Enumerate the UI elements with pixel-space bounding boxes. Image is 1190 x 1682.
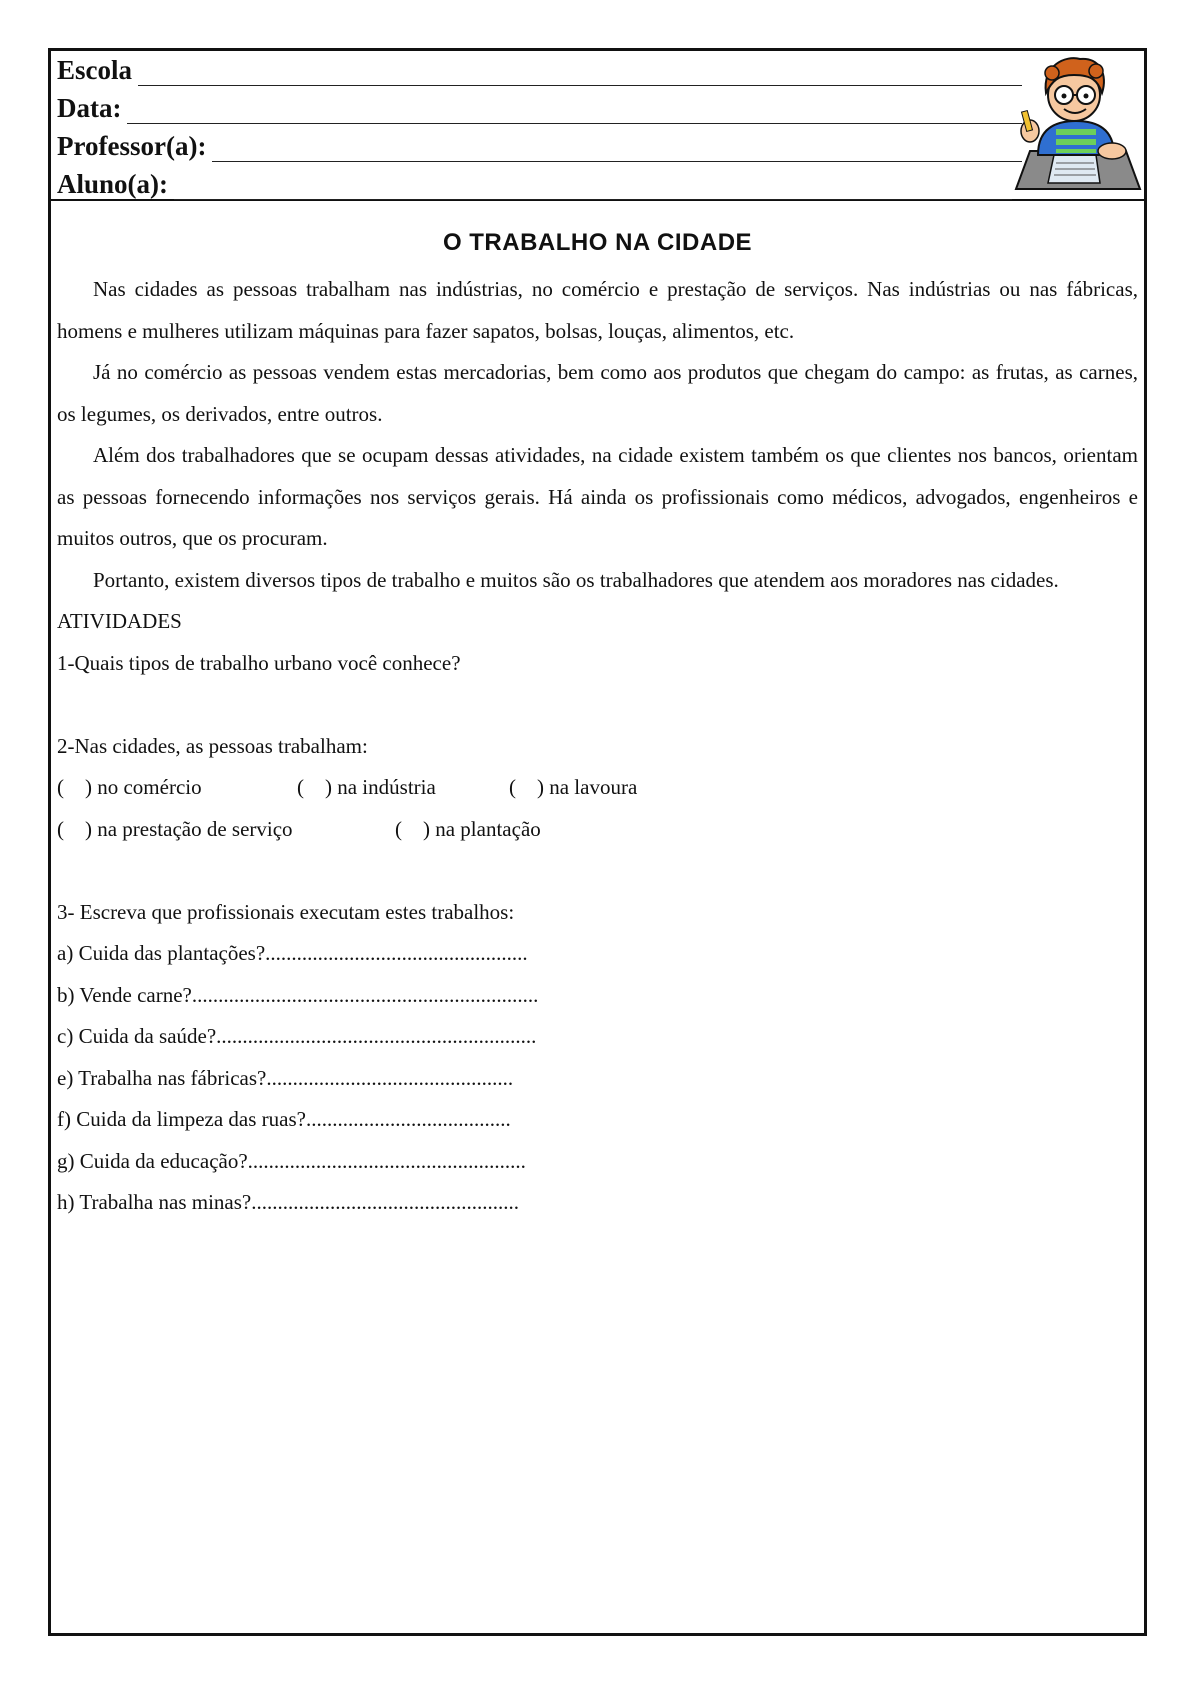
- paragraph-4: Portanto, existem diversos tipos de trabalho e muitos são os trabalhadores que atendem aos moradores nas cidades.: [93, 567, 1059, 592]
- q3-item-a[interactable]: a) Cuida das plantações?..................................................: [57, 941, 528, 965]
- page-title: O TRABALHO NA CIDADE: [442, 229, 753, 256]
- data-label: Data:: [57, 93, 122, 123]
- q3-item-h[interactable]: h) Trabalha nas minas?...................................................: [57, 1190, 519, 1214]
- escola-label: Escola: [57, 55, 133, 85]
- data-line: [57, 93, 1022, 124]
- escola-line: [57, 55, 1022, 86]
- aluno-label: Aluno(a):: [57, 169, 169, 199]
- q3-item-f[interactable]: f) Cuida da limpeza das ruas?.......................................: [57, 1107, 511, 1131]
- q3-item-b[interactable]: b) Vende carne?..................................................................: [57, 982, 539, 1007]
- escola-field[interactable]: [138, 63, 1022, 86]
- q3-item-c[interactable]: c) Cuida da saúde?.............................................................: [57, 1024, 537, 1048]
- option-comercio[interactable]: ( ) no comércio: [57, 775, 202, 799]
- data-field[interactable]: [127, 101, 1022, 124]
- q2-options-row-2: [57, 809, 1138, 851]
- header-block: [51, 51, 1144, 201]
- aluno-line: [57, 169, 1012, 200]
- professor-field[interactable]: [212, 139, 1022, 162]
- option-industria[interactable]: ( ) na indústria: [297, 775, 436, 799]
- question-2: 2-Nas cidades, as pessoas trabalham:: [57, 733, 368, 758]
- question-3: 3- Escreva que profissionais executam estes trabalhos:: [57, 899, 515, 924]
- worksheet-frame: [48, 48, 1147, 1636]
- activities-heading: ATIVIDADES: [57, 609, 182, 633]
- paragraph-3: Além dos trabalhadores que se ocupam dessas atividades, na cidade existem também os que clientes nos bancos, orientam as pessoas fornecendo informações nos serviços gerais. Há ainda os profissionais como médicos, advogados, engenheiros e muitos outros, que os procuram.: [57, 443, 1138, 550]
- option-lavoura[interactable]: ( ) na lavoura: [509, 775, 638, 799]
- aluno-field[interactable]: [174, 177, 1012, 200]
- question-1: 1-Quais tipos de trabalho urbano você conhece?: [57, 650, 461, 675]
- answer-space-1[interactable]: [57, 684, 1138, 726]
- content-body: [51, 269, 1144, 1224]
- q3-item-e[interactable]: e) Trabalha nas fábricas?...............................................: [57, 1065, 514, 1090]
- paragraph-2: Já no comércio as pessoas vendem estas mercadorias, bem como aos produtos que chegam do campo: as frutas, as carnes, os legumes, os derivados, entre outros.: [57, 360, 1138, 426]
- question-3-block: [57, 892, 1138, 1224]
- q3-item-g[interactable]: g) Cuida da educação?.....................................................: [57, 1148, 526, 1173]
- option-prestacao-servico[interactable]: ( ) na prestação de serviço: [57, 816, 293, 841]
- q2-options-row-1: [57, 767, 1138, 809]
- paragraph-1: Nas cidades as pessoas trabalham nas indústrias, no comércio e prestação de serviços. Nas indústrias ou nas fábricas, homens e mulheres utilizam máquinas para fazer sapatos, bolsas, louças, alimentos, etc.: [57, 277, 1138, 343]
- professor-label: Professor(a):: [57, 131, 207, 161]
- spacer: [57, 850, 1138, 892]
- option-plantacao[interactable]: ( ) na plantação: [395, 816, 541, 841]
- professor-line: [57, 131, 1022, 162]
- boy-writing-illustration: [1008, 51, 1144, 197]
